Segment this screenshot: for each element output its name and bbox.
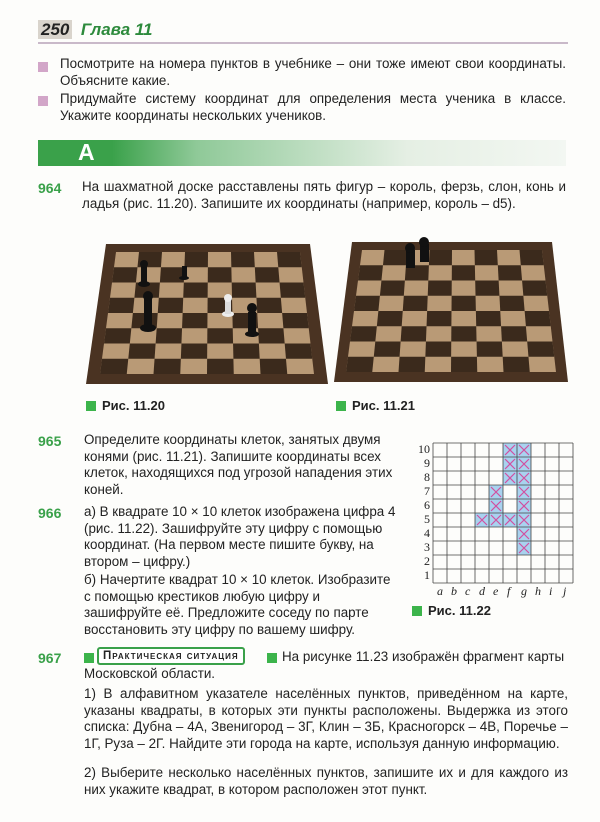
grid-column-label: b bbox=[451, 584, 457, 598]
grid-column-label: h bbox=[535, 584, 541, 598]
grid-row-label: 5 bbox=[424, 512, 430, 526]
page-header bbox=[38, 20, 153, 40]
figure-caption: Рис. 11.22 bbox=[428, 603, 491, 618]
exercise-part-a: а) В квадрате 10 × 10 клеток изображена цифра 4 (рис. 11.22). Зашифруйте эту цифру с помощью координат. (На первом месте пишите букву, на втором – цифру.) bbox=[84, 504, 396, 569]
exercise-part-2: 2) Выберите несколько населённых пунктов, запишите их и для каждого из них укажите квадрат, в котором расположен этот пункт. bbox=[84, 765, 568, 797]
grid-row-label: 1 bbox=[424, 568, 430, 582]
section-banner bbox=[38, 140, 566, 166]
grid-row-label: 9 bbox=[424, 456, 430, 470]
grid-column-label: a bbox=[437, 584, 443, 598]
intro-bullet-2: Придумайте систему координат для определения места ученика в классе. Укажите координаты нескольких учеников. bbox=[60, 91, 566, 123]
grid-column-label: e bbox=[493, 584, 499, 598]
exercise-part-b: б) Начертите квадрат 10 × 10 клеток. Изобразите с помощью крестиков любую цифру и зашифруйте её. Предложите соседу по парте восстановить эту цифру по вашему шифру. bbox=[84, 572, 391, 637]
chessboard-photo bbox=[330, 236, 570, 392]
exercise-text: На шахматной доске расставлены пять фигур – король, ферзь, слон, конь и ладья (рис. 11.20). Запишите их координаты (например, король – d5). bbox=[82, 179, 566, 211]
grid-column-label: j bbox=[563, 584, 567, 598]
chapter-title: Глава 11 bbox=[80, 20, 153, 39]
chessboard-photo bbox=[84, 236, 330, 392]
grid-column-label: f bbox=[507, 584, 511, 598]
bullet-icon bbox=[38, 62, 48, 72]
section-letter: A bbox=[78, 139, 95, 165]
exercise-lead bbox=[84, 649, 568, 682]
grid-column-label: d bbox=[479, 584, 485, 598]
intro-bullet-1: Посмотрите на номера пунктов в учебнике – они тоже имеют свои координаты. Объясните какие. bbox=[60, 56, 566, 88]
exercise-number: 965 bbox=[38, 433, 62, 449]
figure-caption: Рис. 11.20 bbox=[102, 398, 165, 413]
grid-column-label: c bbox=[465, 584, 471, 598]
coordinate-grid bbox=[410, 438, 576, 600]
exercise-text: Определите координаты клеток, занятых двумя конями (рис. 11.21). Запишите координаты всех клеток, находящихся под угрозой нападения этих коней. bbox=[84, 432, 393, 497]
page-number: 250 bbox=[38, 20, 72, 39]
grid-row-label: 10 bbox=[418, 442, 430, 456]
figure-marker-icon bbox=[412, 606, 422, 616]
grid-row-label: 8 bbox=[424, 470, 430, 484]
exercise-lead-text: На рисунке 11.23 изображён фрагмент карты Московской области. bbox=[84, 649, 565, 681]
grid-column-label: i bbox=[549, 584, 553, 598]
grid-row-label: 2 bbox=[424, 554, 430, 568]
header-rule bbox=[38, 42, 568, 44]
practical-situation-badge: Практическая ситуация bbox=[97, 647, 245, 665]
figure-marker-icon bbox=[86, 401, 96, 411]
figure-marker-icon bbox=[336, 401, 346, 411]
bullet-icon bbox=[38, 96, 48, 106]
grid-row-label: 7 bbox=[424, 484, 430, 498]
grid-column-label: g bbox=[521, 584, 527, 598]
grid-row-label: 3 bbox=[424, 540, 430, 554]
exercise-number: 964 bbox=[38, 180, 62, 196]
exercise-part-1: 1) В алфавитном указателе населённых пунктов, приведённом на карте, указаны квадраты, в которых эти пункты расположены. Выдержка из этого списка: Дубна – 4А, Звенигород – 3Г, Клин – 3Б, Красногорск – 4В, Поречье – 1Г, Руза – 2Г. Найдите эти города на карте, используя данную информацию. bbox=[84, 686, 568, 751]
grid-row-label: 4 bbox=[424, 526, 430, 540]
figure-caption: Рис. 11.21 bbox=[352, 398, 415, 413]
exercise-number: 967 bbox=[38, 650, 62, 666]
exercise-number: 966 bbox=[38, 505, 62, 521]
grid-row-label: 6 bbox=[424, 498, 430, 512]
